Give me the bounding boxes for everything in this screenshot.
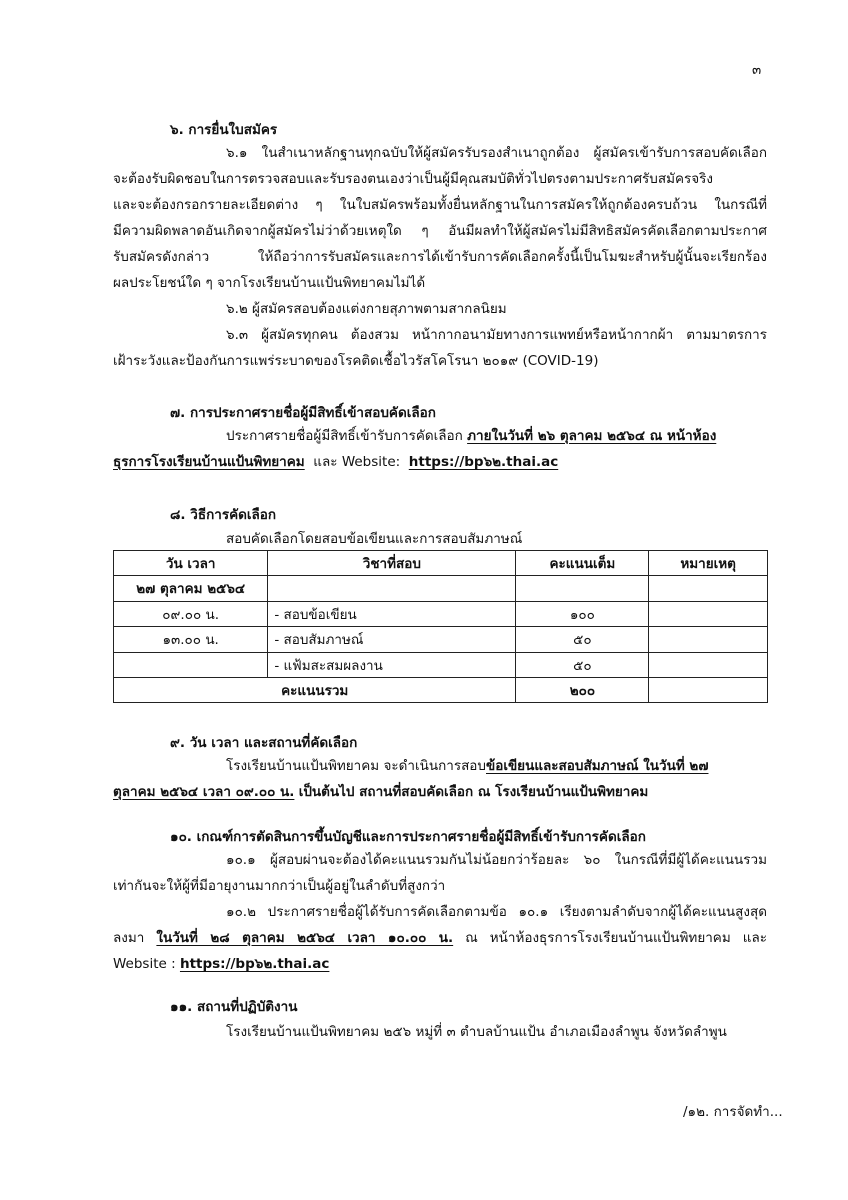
continuation-note: /๑๒. การจัดทำ...	[683, 1104, 783, 1120]
text: Website :	[113, 956, 176, 972]
column-header: หมายเหตุ	[649, 551, 768, 576]
section-10-paragraph	[113, 847, 767, 977]
section-6-1-paragraph	[113, 140, 767, 374]
total-score: ๒๐๐	[516, 678, 649, 703]
section-11-heading: ๑๑. สถานที่ปฏิบัติงาน	[170, 999, 298, 1015]
section-8-intro: สอบคัดเลือกโดยสอบข้อเขียนและการสอบสัมภาษณ์	[226, 531, 523, 547]
text-line: รับสมัครดังกล่าว ให้ถือว่าการรับสมัครและการได้เข้ารับการคัดเลือกครั้งนี้เป็นโมฆะสำหรับผู้นั้นจะเรียกร้อง	[113, 249, 767, 265]
column-header: คะแนนเต็ม	[516, 551, 649, 576]
table-total-row	[114, 678, 768, 703]
exam-location: เป็นต้นไป สถานที่สอบคัดเลือก ณ โรงเรียนบ้านแป้นพิทยาคม	[298, 784, 649, 800]
text-line: ๑๐.๑ ผู้สอบผ่านจะต้องได้คะแนนรวมกันไม่น้อยกว่าร้อยละ ๖๐ ในกรณีที่มีผู้ได้คะแนนรวม	[226, 852, 767, 868]
full-score: ๕๐	[516, 652, 649, 678]
result-date: ในวันที่ ๒๘ ตุลาคม ๒๕๖๔ เวลา ๑๐.๐๐ น.	[156, 930, 454, 946]
exam-type-date: ข้อเขียนและสอบสัมภาษณ์ ในวันที่ ๒๗	[486, 758, 709, 774]
section-8-heading: ๘. วิธีการคัดเลือก	[170, 507, 277, 523]
section-6-heading: ๖. การยื่นใบสมัคร	[170, 122, 278, 138]
full-score: ๕๐	[516, 627, 649, 653]
office-location: ธุรการโรงเรียนบ้านแป้นพิทยาคม	[113, 454, 305, 470]
exam-time: ๑๓.๐๐ น.	[114, 627, 268, 653]
text: ณ หน้าห้องธุรการโรงเรียนบ้านแป้นพิทยาคม และ	[465, 930, 767, 946]
text-line: จะต้องรับผิดชอบในการตรวจสอบและรับรองตนเองว่าเป็นผู้มีคุณสมบัติทั่วไปตรงตามประกาศรับสมัครจริง	[113, 171, 714, 187]
page-number: ๓	[752, 62, 762, 78]
announcement-date: ภายในวันที่ ๒๖ ตุลาคม ๒๕๖๔ ณ หน้าห้อง	[467, 428, 717, 444]
section-9-heading: ๙. วัน เวลา และสถานที่คัดเลือก	[170, 735, 358, 751]
table-row	[114, 652, 768, 678]
table-header-row	[114, 551, 768, 576]
exam-time: ๐๙.๐๐ น.	[114, 601, 268, 627]
website-link[interactable]: https://bp๖๒.thai.ac	[408, 454, 559, 470]
text: ประกาศรายชื่อผู้มีสิทธิ์เข้ารับการคัดเลือก	[226, 428, 463, 444]
website-link[interactable]: https://bp๖๒.thai.ac	[179, 956, 330, 972]
column-header: วัน เวลา	[114, 551, 268, 576]
workplace-address: โรงเรียนบ้านแป้นพิทยาคม ๒๕๖ หมู่ที่ ๓ ตำบลบ้านแป้น อำเภอเมืองลำพูน จังหวัดลำพูน	[226, 1024, 727, 1040]
section-9-paragraph	[113, 753, 767, 805]
exam-time	[114, 652, 268, 678]
full-score: ๑๐๐	[516, 601, 649, 627]
total-label: คะแนนรวม	[114, 678, 516, 703]
text: โรงเรียนบ้านแป้นพิทยาคม จะดำเนินการสอบ	[226, 758, 486, 774]
text-line: ผลประโยชน์ใด ๆ จากโรงเรียนบ้านแป้นพิทยาคมไม่ได้	[113, 275, 426, 291]
exam-schedule-table	[113, 550, 768, 703]
text-line: เท่ากันจะให้ผู้ที่มีอายุงานมากกว่าเป็นผู้อยู่ในลำดับที่สูงกว่า	[113, 878, 446, 894]
table-row	[114, 627, 768, 653]
table-row	[114, 576, 768, 602]
section-7-heading: ๗. การประกาศรายชื่อผู้มีสิทธิ์เข้าสอบคัดเลือก	[170, 405, 436, 421]
text-line: ๖.๓ ผู้สมัครทุกคน ต้องสวม หน้ากากอนามัยทางการแพทย์หรือหน้ากากผ้า ตามมาตรการ	[226, 327, 767, 343]
text-line: ๑๐.๒ ประกาศรายชื่อผู้ได้รับการคัดเลือกตามข้อ ๑๐.๑ เรียงตามลำดับจากผู้ได้คะแนนสูงสุด	[226, 904, 767, 920]
text-line: และจะต้องกรอกรายละเอียดต่าง ๆ ในใบสมัครพร้อมทั้งยื่นหลักฐานในการสมัครให้ถูกต้องครบถ้วน ในกรณีที่	[113, 197, 767, 213]
column-header: วิชาที่สอบ	[268, 551, 516, 576]
exam-date: ๒๗ ตุลาคม ๒๕๖๔	[114, 576, 268, 602]
section-7-paragraph	[113, 423, 767, 475]
text: ลงมา	[113, 930, 145, 946]
exam-subject: - แฟ้มสะสมผลงาน	[268, 652, 516, 678]
text-line: มีความผิดพลาดอันเกิดจากผู้สมัครไม่ว่าด้วยเหตุใด ๆ อันมีผลทำให้ผู้สมัครไม่มีสิทธิสมัครคัดเลือกตามประกาศ	[113, 223, 767, 239]
text: และ Website:	[313, 454, 401, 470]
exam-datetime: ตุลาคม ๒๕๖๔ เวลา ๐๙.๐๐ น.	[113, 784, 295, 800]
exam-subject: - สอบข้อเขียน	[268, 601, 516, 627]
table-row	[114, 601, 768, 627]
text-line: ๖.๑ ในสำเนาหลักฐานทุกฉบับให้ผู้สมัครรับรองสำเนาถูกต้อง ผู้สมัครเข้ารับการสอบคัดเลือก	[226, 145, 767, 161]
section-6-2-text: ๖.๒ ผู้สมัครสอบต้องแต่งกายสุภาพตามสากลนิยม	[226, 301, 507, 317]
section-10-heading: ๑๐. เกณฑ์การตัดสินการขึ้นบัญชีและการประกาศรายชื่อผู้มีสิทธิ์เข้ารับการคัดเลือก	[170, 829, 646, 845]
text-line: เฝ้าระวังและป้องกันการแพร่ระบาดของโรคติดเชื้อไวรัสโคโรนา ๒๐๑๙ (COVID-19)	[113, 353, 599, 369]
exam-subject: - สอบสัมภาษณ์	[268, 627, 516, 653]
